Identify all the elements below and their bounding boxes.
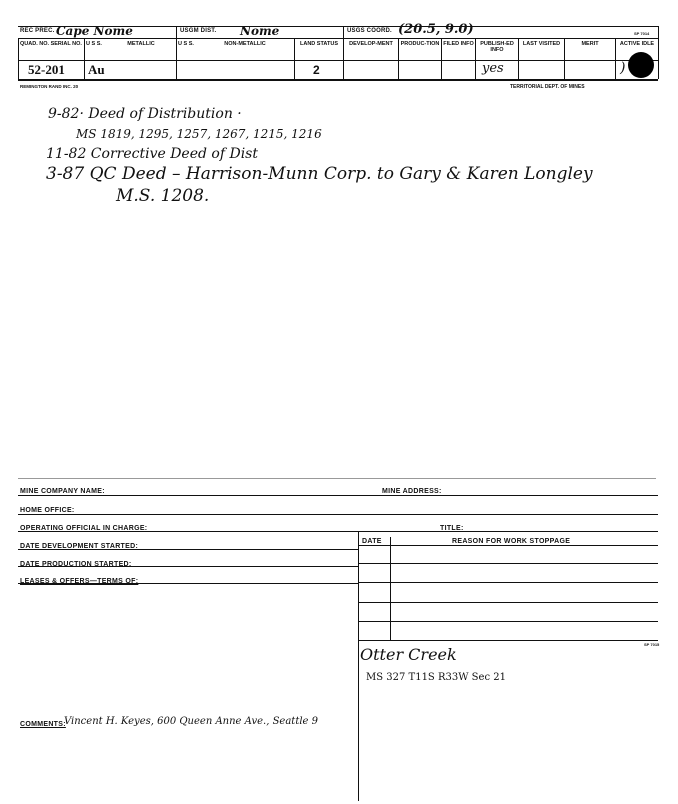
punch-hole [628,52,654,78]
comments-value: Vincent H. Keyes, 600 Queen Anne Ave., Seattle 9 [64,716,318,727]
date-production-label: DATE PRODUCTION STARTED: [20,561,132,568]
rec-prec-label: REC PREC. [20,28,55,34]
col-development: DEVELOP-MENT [349,41,393,47]
col-merit: MERIT [581,41,599,47]
col-production: PRODUC-TION [400,41,440,47]
col-filed-info: FILED INFO [443,41,474,47]
col-last-visited: LAST VISITED [522,41,561,47]
note-line-4: 3-87 QC Deed – Harrison-Munn Corp. to Gary & Karen Longley [46,164,593,184]
rec-prec-value: Cape Nome [56,24,133,38]
operating-official-label: OPERATING OFFICIAL IN CHARGE: [20,525,148,532]
home-office-label: HOME OFFICE: [20,507,75,514]
quad-serial-value: 52-201 [28,62,65,77]
metallic-value: Au [88,62,105,77]
form-number: SP 7014 [634,31,650,36]
date-label: DATE [362,538,382,545]
note-line-1: 9-82· Deed of Distribution · [48,106,242,122]
footer-right: TERRITORIAL DEPT. OF MINES [510,84,585,90]
published-info-value: yes [482,61,504,76]
creek-name: Otter Creek [360,645,457,664]
note-line-3: 11-82 Corrective Deed of Dist [46,146,258,162]
date-development-label: DATE DEVELOPMENT STARTED: [20,543,139,550]
title-label: TITLE: [440,525,464,532]
form-number-lower: SP 7015 [644,642,660,647]
mine-address-label: MINE ADDRESS: [382,488,442,495]
col-us-metallic: U S S. [86,41,102,47]
note-line-2: MS 1819, 1295, 1257, 1267, 1215, 1216 [76,127,322,141]
active-mark: ) [620,60,626,76]
col-non-metallic: NON-METALLIC [224,41,266,47]
col-us-nonmetallic: U S S. [178,41,194,47]
ms-line: MS 327 T11S R33W Sec 21 [366,672,506,683]
usgm-dist-label: USGM DIST. [180,28,217,34]
usgs-coord-label: USGS COORD. [347,28,392,34]
usgs-coord-value: (20.5, 9.0) [398,22,474,37]
col-published-info: PUBLISH-ED INFO [480,41,514,53]
footer-left: REMINGTON RAND INC. 20 [20,84,79,89]
land-status-value: 2 [313,63,320,77]
comments-label: COMMENTS: [20,721,66,728]
leases-label: LEASES & OFFERS—TERMS OF: [20,578,139,585]
col-quad-serial: QUAD. NO. SERIAL NO. [20,41,82,47]
usgm-dist-value: Nome [240,24,280,38]
mine-company-name-label: MINE COMPANY NAME: [20,488,105,495]
note-line-5: M.S. 1208. [116,186,210,206]
reason-label: REASON FOR WORK STOPPAGE [452,538,571,545]
col-metallic: METALLIC [127,41,155,47]
col-land-status: LAND STATUS [300,41,338,47]
col-active-idle: ACTIVE IDLE [619,41,655,47]
